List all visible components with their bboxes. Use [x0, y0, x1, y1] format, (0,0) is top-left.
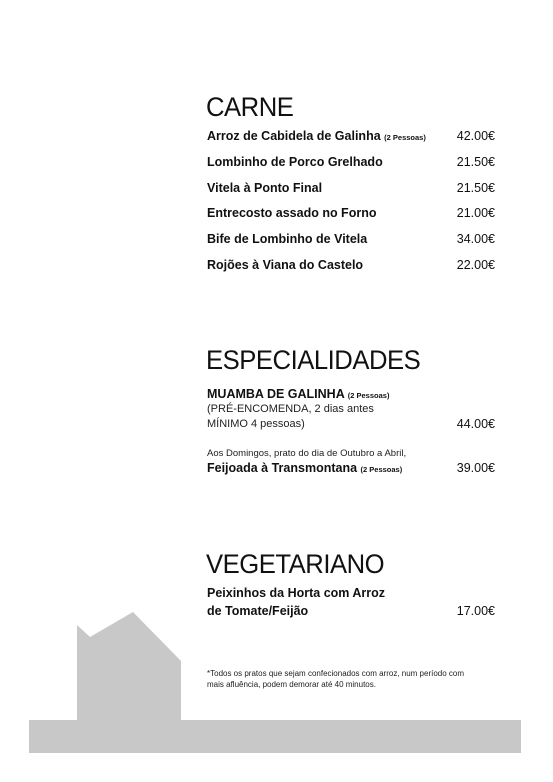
item-name: MUAMBA DE GALINHA: [207, 387, 345, 401]
item-name: Entrecosto assado no Forno: [207, 206, 377, 220]
menu-item-vegetariano-line2: [207, 604, 495, 618]
item-name: Vitela à Ponto Final: [207, 181, 323, 195]
item-note: (2 Pessoas): [360, 465, 403, 474]
menu-item: [207, 232, 495, 246]
item-name: Feijoada à Transmontana: [207, 461, 358, 475]
item-detail: MÍNIMO 4 pessoas): [207, 418, 305, 430]
item-note: (2 Pessoas): [384, 133, 426, 142]
item-detail: (PRÉ-ENCOMENDA, 2 dias antes: [207, 403, 374, 415]
footnote: *Todos os pratos que sejam confecionados com arroz, num período com mais afluência, podem demorar até 40 minutos.: [207, 669, 465, 689]
item-price: 21.50€: [456, 181, 495, 195]
section-title-vegetariano: VEGETARIANO: [206, 549, 385, 579]
menu-item: [207, 129, 495, 143]
menu-item-muamba: [207, 387, 495, 401]
item-price: 21.50€: [456, 155, 495, 169]
menu-item: [207, 155, 495, 169]
item-note: (2 Pessoas): [347, 391, 390, 400]
item-price: 44.00€: [456, 417, 495, 431]
item-price: 17.00€: [456, 604, 495, 618]
section-title-especialidades: ESPECIALIDADES: [206, 345, 421, 375]
menu-item-feijoada: [207, 461, 495, 475]
ground-band: [29, 720, 521, 753]
item-name: Lombinho de Porco Grelhado: [207, 155, 383, 169]
item-price: 42.00€: [456, 129, 495, 143]
menu-item: [207, 181, 495, 195]
item-price: 22.00€: [456, 258, 495, 272]
item-price: 21.00€: [456, 206, 495, 220]
item-price: 34.00€: [456, 232, 495, 246]
menu-item-vegetariano: [207, 586, 495, 600]
item-intro: Aos Domingos, prato do dia de Outubro a Abril,: [207, 448, 407, 459]
section-title-carne: CARNE: [206, 92, 294, 122]
house-shape: [77, 612, 181, 720]
item-name: de Tomate/Feijão: [207, 604, 309, 618]
item-name: Rojões à Viana do Castelo: [207, 258, 364, 272]
menu-item: [207, 258, 495, 272]
menu-item: [207, 206, 495, 220]
item-name: Bife de Lombinho de Vitela: [207, 232, 368, 246]
item-name: Peixinhos da Horta com Arroz: [207, 586, 386, 600]
item-price: 39.00€: [456, 461, 495, 475]
item-name: Arroz de Cabidela de Galinha: [207, 129, 381, 143]
